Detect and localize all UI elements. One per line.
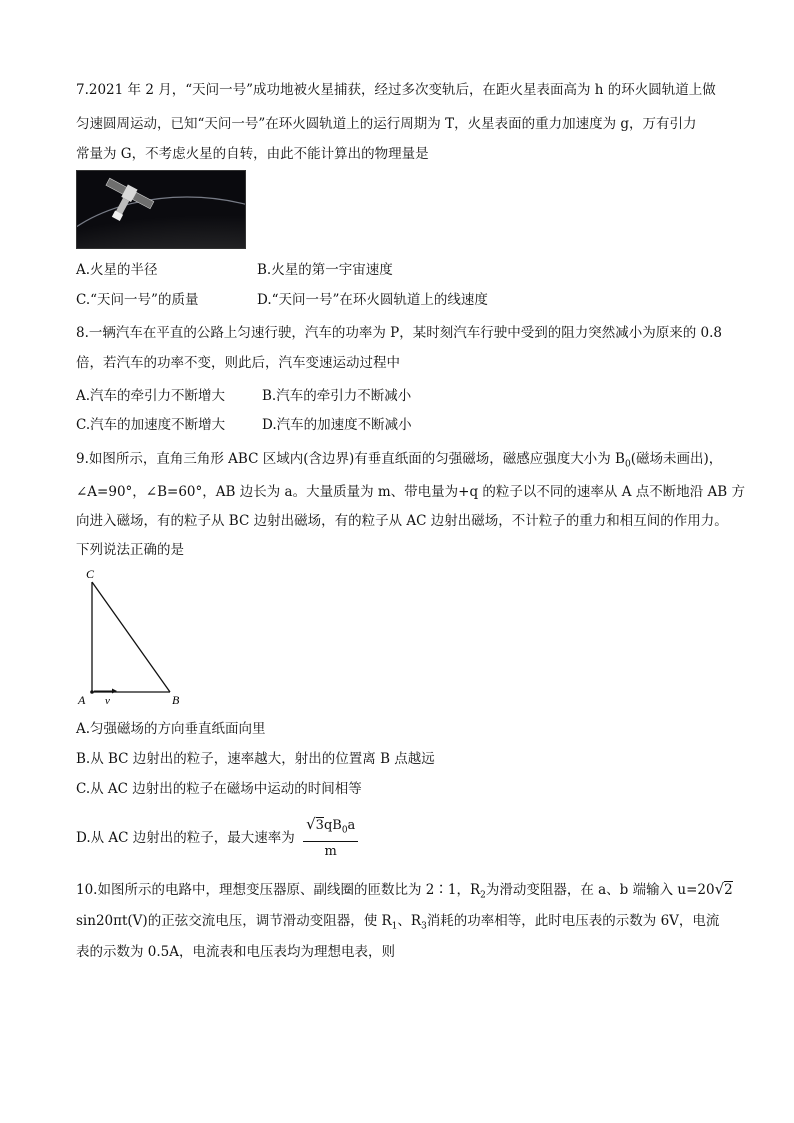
sqrt-symbol: √ [306, 815, 316, 833]
q9-option-c[interactable]: C.从 AC 边射出的粒子在磁场中运动的时间相等 [76, 781, 362, 797]
q7-stem-line2: 匀速圆周运动，已知“天问一号”在环火圆轨道上的运行周期为 T，火星表面的重力加速度为 g，万有引力 [76, 116, 697, 132]
q9-stem-line1-tail: (磁场未画出)， [630, 451, 723, 467]
label-v: v [105, 695, 110, 707]
q10-radicand: 2 [724, 882, 733, 898]
q10-stem-line1 [76, 880, 733, 905]
q9-option-d[interactable] [76, 815, 358, 861]
mars-orbiter-photo [76, 170, 246, 249]
q9-stem-line4: 下列说法正确的是 [76, 542, 184, 558]
q7-option-c[interactable]: C.“天问一号”的质量 [76, 292, 199, 308]
q8-option-c[interactable]: C.汽车的加速度不断增大 [76, 417, 226, 433]
point-a-dot [90, 690, 94, 694]
q9-option-b[interactable]: B.从 BC 边射出的粒子，速率越大，射出的位置离 B 点越远 [76, 751, 435, 767]
q9-stem-line2: ∠A=90°，∠B=60°，AB 边长为 a。大量质量为 m、带电量为+q 的粒子以不同的速率从 A 点不断地沿 AB 方 [76, 484, 745, 500]
label-c: C [86, 567, 95, 581]
q8-option-d[interactable]: D.汽车的加速度不断减小 [262, 417, 412, 433]
q9-option-d-text: D.从 AC 边射出的粒子，最大速率为 [76, 829, 295, 846]
right-triangle-diagram [76, 564, 196, 710]
q8-stem-line1: 8.一辆汽车在平直的公路上匀速行驶，汽车的功率为 P，某时刻汽车行驶中受到的阻力突然减小为原来的 0.8 [76, 325, 723, 341]
q10-line1-text-a: 10.如图所示的电路中，理想变压器原、副线圈的匝数比为 2∶1，R [76, 882, 481, 898]
numerator-subscript: 0 [341, 825, 348, 836]
q8-option-a[interactable]: A.汽车的牵引力不断增大 [76, 388, 226, 404]
q9-stem-line1-subscript: 0 [624, 459, 631, 470]
label-b: B [172, 693, 180, 707]
velocity-arrowhead [112, 689, 117, 694]
q10-stem-line2 [76, 912, 719, 936]
q9-stem-line1 [76, 450, 722, 474]
numerator-tail: a [347, 818, 356, 833]
q10-line2-text-a: sin20πt(V)的正弦交流电压，调节滑动变阻器，使 R [76, 913, 392, 929]
q10-line2-text-c: 消耗的功率相等，此时电压表的示数为 6V，电流 [426, 913, 720, 929]
q10-stem-line3: 表的示数为 0.5A，电流表和电压表均为理想电表，则 [76, 944, 396, 960]
label-a: A [78, 693, 86, 707]
q10-sqrt-symbol: √ [714, 880, 725, 898]
q10-line2-subscript-1: 1 [391, 921, 398, 932]
q10-line2-text-b: 、R [397, 913, 422, 929]
q9-option-a[interactable]: A.匀强磁场的方向垂直纸面向里 [76, 721, 266, 737]
radicand: 3 [315, 818, 324, 833]
q10-line1-subscript: 2 [480, 890, 486, 901]
q8-option-b[interactable]: B.汽车的牵引力不断减小 [262, 388, 412, 404]
q7-stem-line3: 常量为 G，不考虑火星的自转，由此不能计算出的物理量是 [76, 146, 429, 162]
fraction-denominator: m [324, 843, 337, 859]
q10-line1-text-b: 为滑动变阻器，在 a、b 端输入 u=20 [485, 882, 715, 898]
q7-stem-line1: 7.2021 年 2 月，“天问一号”成功地被火星捕获，经过多次变轨后，在距火星表面高为 h 的环火圆轨道上做 [76, 82, 716, 98]
q9-stem-line3: 向进入磁场，有的粒子从 BC 边射出磁场，有的粒子从 AC 边射出磁场，不计粒子的重力和相互间的作用力。 [76, 513, 728, 529]
q7-option-a[interactable]: A.火星的半径 [76, 262, 158, 278]
numerator-text: qB [323, 818, 342, 833]
orbiter-illustration [77, 171, 246, 249]
side-bc [92, 582, 170, 692]
max-speed-fraction [303, 815, 358, 861]
fraction-numerator [303, 815, 358, 842]
q9-stem-line1-text: 9.如图所示，直角三角形 ABC 区域内(含边界)有垂直纸面的匀强磁场，磁感应强度大小为 B [76, 451, 625, 467]
q7-option-b[interactable]: B.火星的第一宇宙速度 [257, 262, 393, 278]
q10-line2-subscript-3: 3 [421, 921, 427, 932]
q8-stem-line2: 倍，若汽车的功率不变，则此后，汽车变速运动过程中 [76, 355, 400, 371]
q7-option-d[interactable]: D.“天问一号”在环火圆轨道上的线速度 [257, 292, 488, 308]
